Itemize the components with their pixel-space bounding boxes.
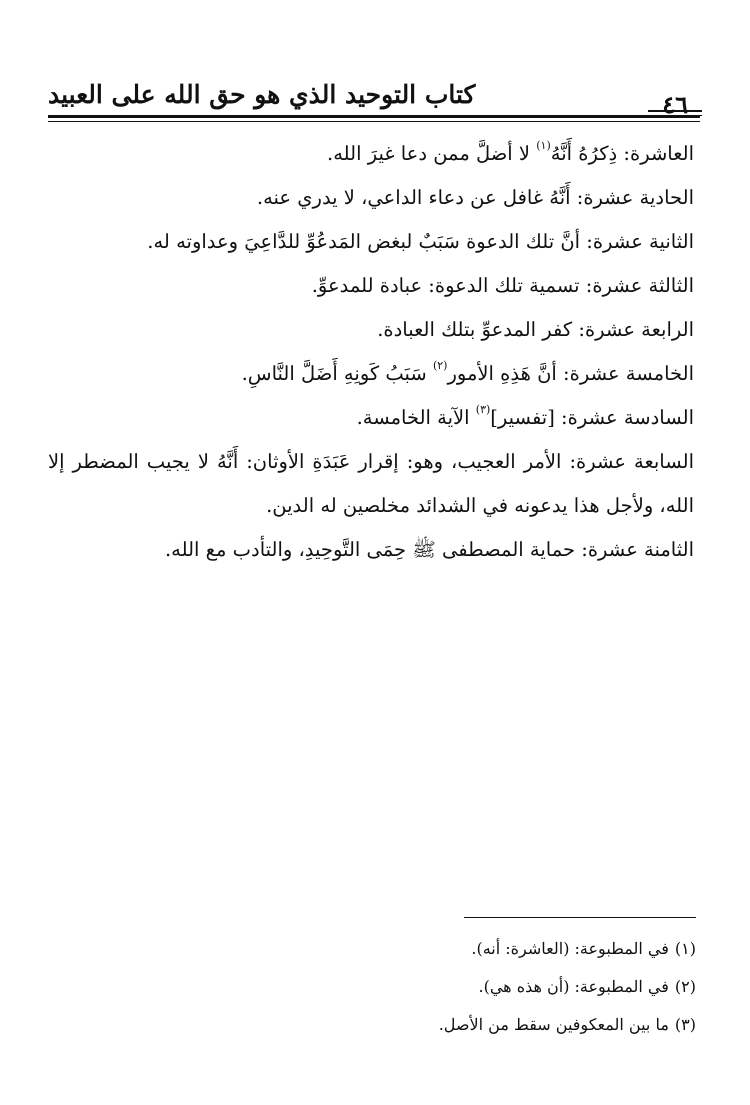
item-text: ذِكرُهُ أَنَّهُ (550, 142, 618, 165)
item-text: أنَّ هَذِهِ الأمور (447, 362, 557, 385)
book-title: كتاب التوحيد الذي هو حق الله على العبيد (48, 80, 476, 109)
list-item (48, 396, 694, 440)
item-label: الحادية عشرة: (576, 186, 694, 209)
item-label: الخامسة عشرة: (563, 362, 694, 385)
item-text: الآية الخامسة. (356, 406, 470, 429)
header-rule-thick (48, 115, 700, 118)
item-text: سَبَبُ كَونِهِ أَضَلَّ النَّاسِ. (241, 362, 427, 385)
footnote-separator (464, 917, 696, 918)
footnote-ref: (٣) (475, 403, 491, 416)
header-rule-thin (48, 121, 700, 122)
item-label: الثانية عشرة: (586, 230, 694, 253)
item-label: السابعة عشرة: (569, 450, 695, 473)
item-label: السادسة عشرة: (561, 406, 694, 429)
item-text: لا أضلَّ ممن دعا غيرَ الله. (327, 142, 531, 165)
list-item (48, 440, 694, 528)
list-item (48, 308, 694, 352)
item-text: حماية المصطفى ﷺ حِمَى التَّوحِيدِ، والتأدب مع الله. (164, 538, 576, 561)
list-item (48, 352, 694, 396)
footnotes (96, 930, 696, 1044)
item-text: أنَّ تلك الدعوة سَبَبٌ لبغض المَدعُوِّ للدَّاعِيَ وعداوته له. (147, 230, 581, 253)
list-item (48, 132, 694, 176)
item-text: [تفسير] (490, 406, 555, 429)
list-item (48, 176, 694, 220)
page-number: ٤٦ (662, 90, 688, 119)
footnote-ref: (١) (536, 139, 551, 152)
item-label: الثامنة عشرة: (581, 538, 694, 561)
list-item (48, 528, 694, 572)
footnote-number: (٣) (674, 1015, 696, 1034)
footnote-ref: (٢) (432, 359, 448, 372)
footnote-number: (٢) (674, 977, 696, 996)
item-text: كفر المدعوِّ بتلك العبادة. (377, 318, 573, 341)
footnote (96, 1006, 696, 1044)
item-text: تسمية تلك الدعوة: عبادة للمدعوِّ. (311, 274, 580, 297)
footnote (96, 930, 696, 968)
page-header (48, 78, 700, 119)
item-label: الرابعة عشرة: (578, 318, 694, 341)
item-text: الأمر العجيب، وهو: إقرار عَبَدَةِ الأوثان: أَنَّهُ لا يجيب المضطر إلا الله، ولأجل هذا يدعونه في الشدائد مخلصين له الدين. (48, 450, 694, 517)
main-text (48, 132, 694, 572)
item-text: أَنَّهُ غافل عن دعاء الداعي، لا يدري عنه. (256, 186, 571, 209)
footnote-text: في المطبوعة: (أن هذه هي). (478, 977, 669, 996)
footnote-text: في المطبوعة: (العاشرة: أنه). (471, 939, 669, 958)
footnote (96, 968, 696, 1006)
list-item (48, 220, 694, 264)
item-label: الثالثة عشرة: (585, 274, 694, 297)
item-label: العاشرة: (623, 142, 694, 165)
footnote-number: (١) (674, 939, 696, 958)
footnote-text: ما بين المعكوفين سقط من الأصل. (438, 1015, 669, 1034)
list-item (48, 264, 694, 308)
